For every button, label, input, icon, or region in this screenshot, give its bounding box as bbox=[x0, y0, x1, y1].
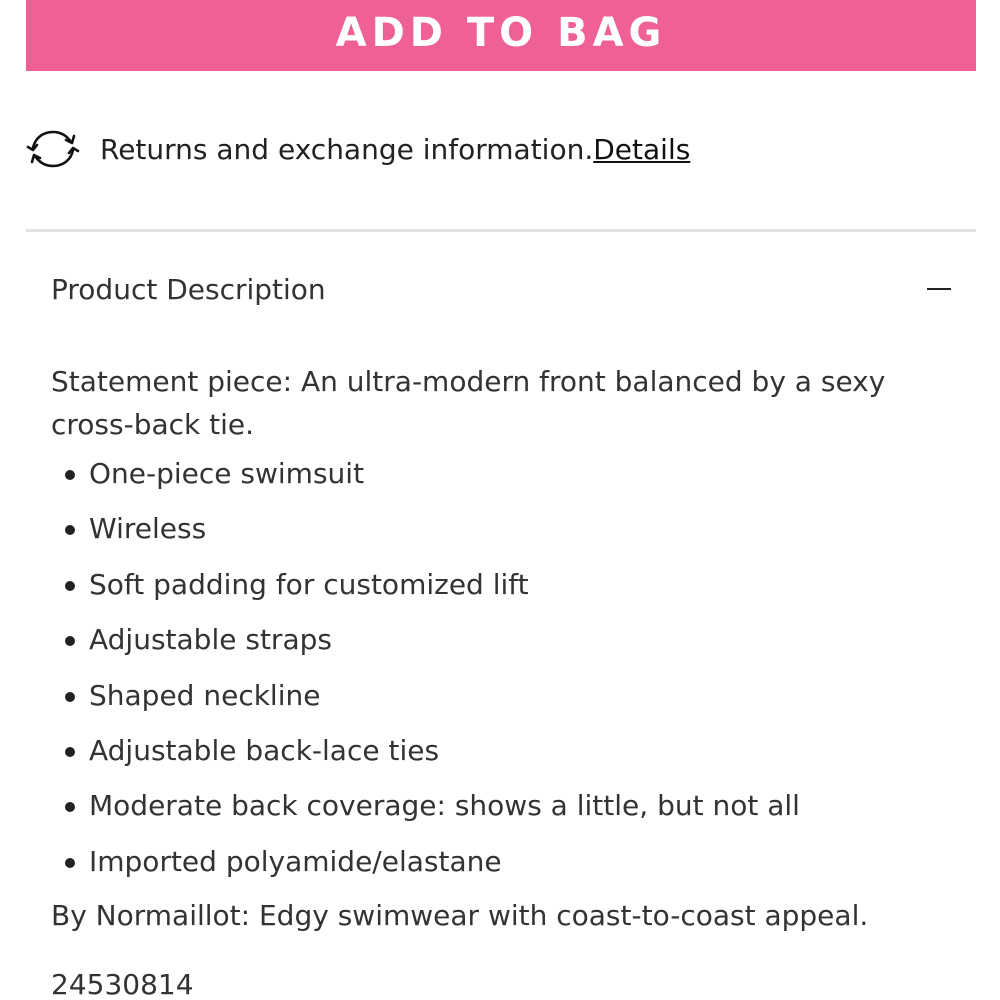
returns-details-link[interactable]: Details bbox=[593, 132, 691, 166]
list-item: Moderate back coverage: shows a little, but not all bbox=[89, 784, 956, 839]
product-description-body bbox=[51, 360, 956, 895]
list-item: Imported polyamide/elastane bbox=[89, 840, 956, 895]
exchange-arrows-icon bbox=[26, 127, 80, 171]
list-item: One-piece swimsuit bbox=[89, 452, 956, 507]
product-description-toggle[interactable] bbox=[51, 262, 951, 316]
feature-list bbox=[51, 452, 956, 895]
section-divider bbox=[26, 229, 976, 232]
add-to-bag-button[interactable] bbox=[26, 0, 976, 71]
returns-info bbox=[26, 124, 690, 174]
list-item: Shaped neckline bbox=[89, 674, 956, 729]
brand-line: By Normaillot: Edgy swimwear with coast-to-coast appeal. bbox=[51, 899, 869, 932]
description-intro: Statement piece: An ultra-modern front balanced by a sexy cross-back tie. bbox=[51, 365, 886, 441]
add-to-bag-label: ADD TO BAG bbox=[335, 9, 667, 56]
product-description-title: Product Description bbox=[51, 272, 326, 306]
list-item: Soft padding for customized lift bbox=[89, 563, 956, 618]
list-item: Adjustable straps bbox=[89, 618, 956, 673]
list-item: Adjustable back-lace ties bbox=[89, 729, 956, 784]
product-sku: 24530814 bbox=[51, 968, 194, 1000]
returns-text: Returns and exchange information. bbox=[100, 132, 594, 166]
minus-icon[interactable] bbox=[927, 288, 951, 290]
list-item: Wireless bbox=[89, 507, 956, 562]
